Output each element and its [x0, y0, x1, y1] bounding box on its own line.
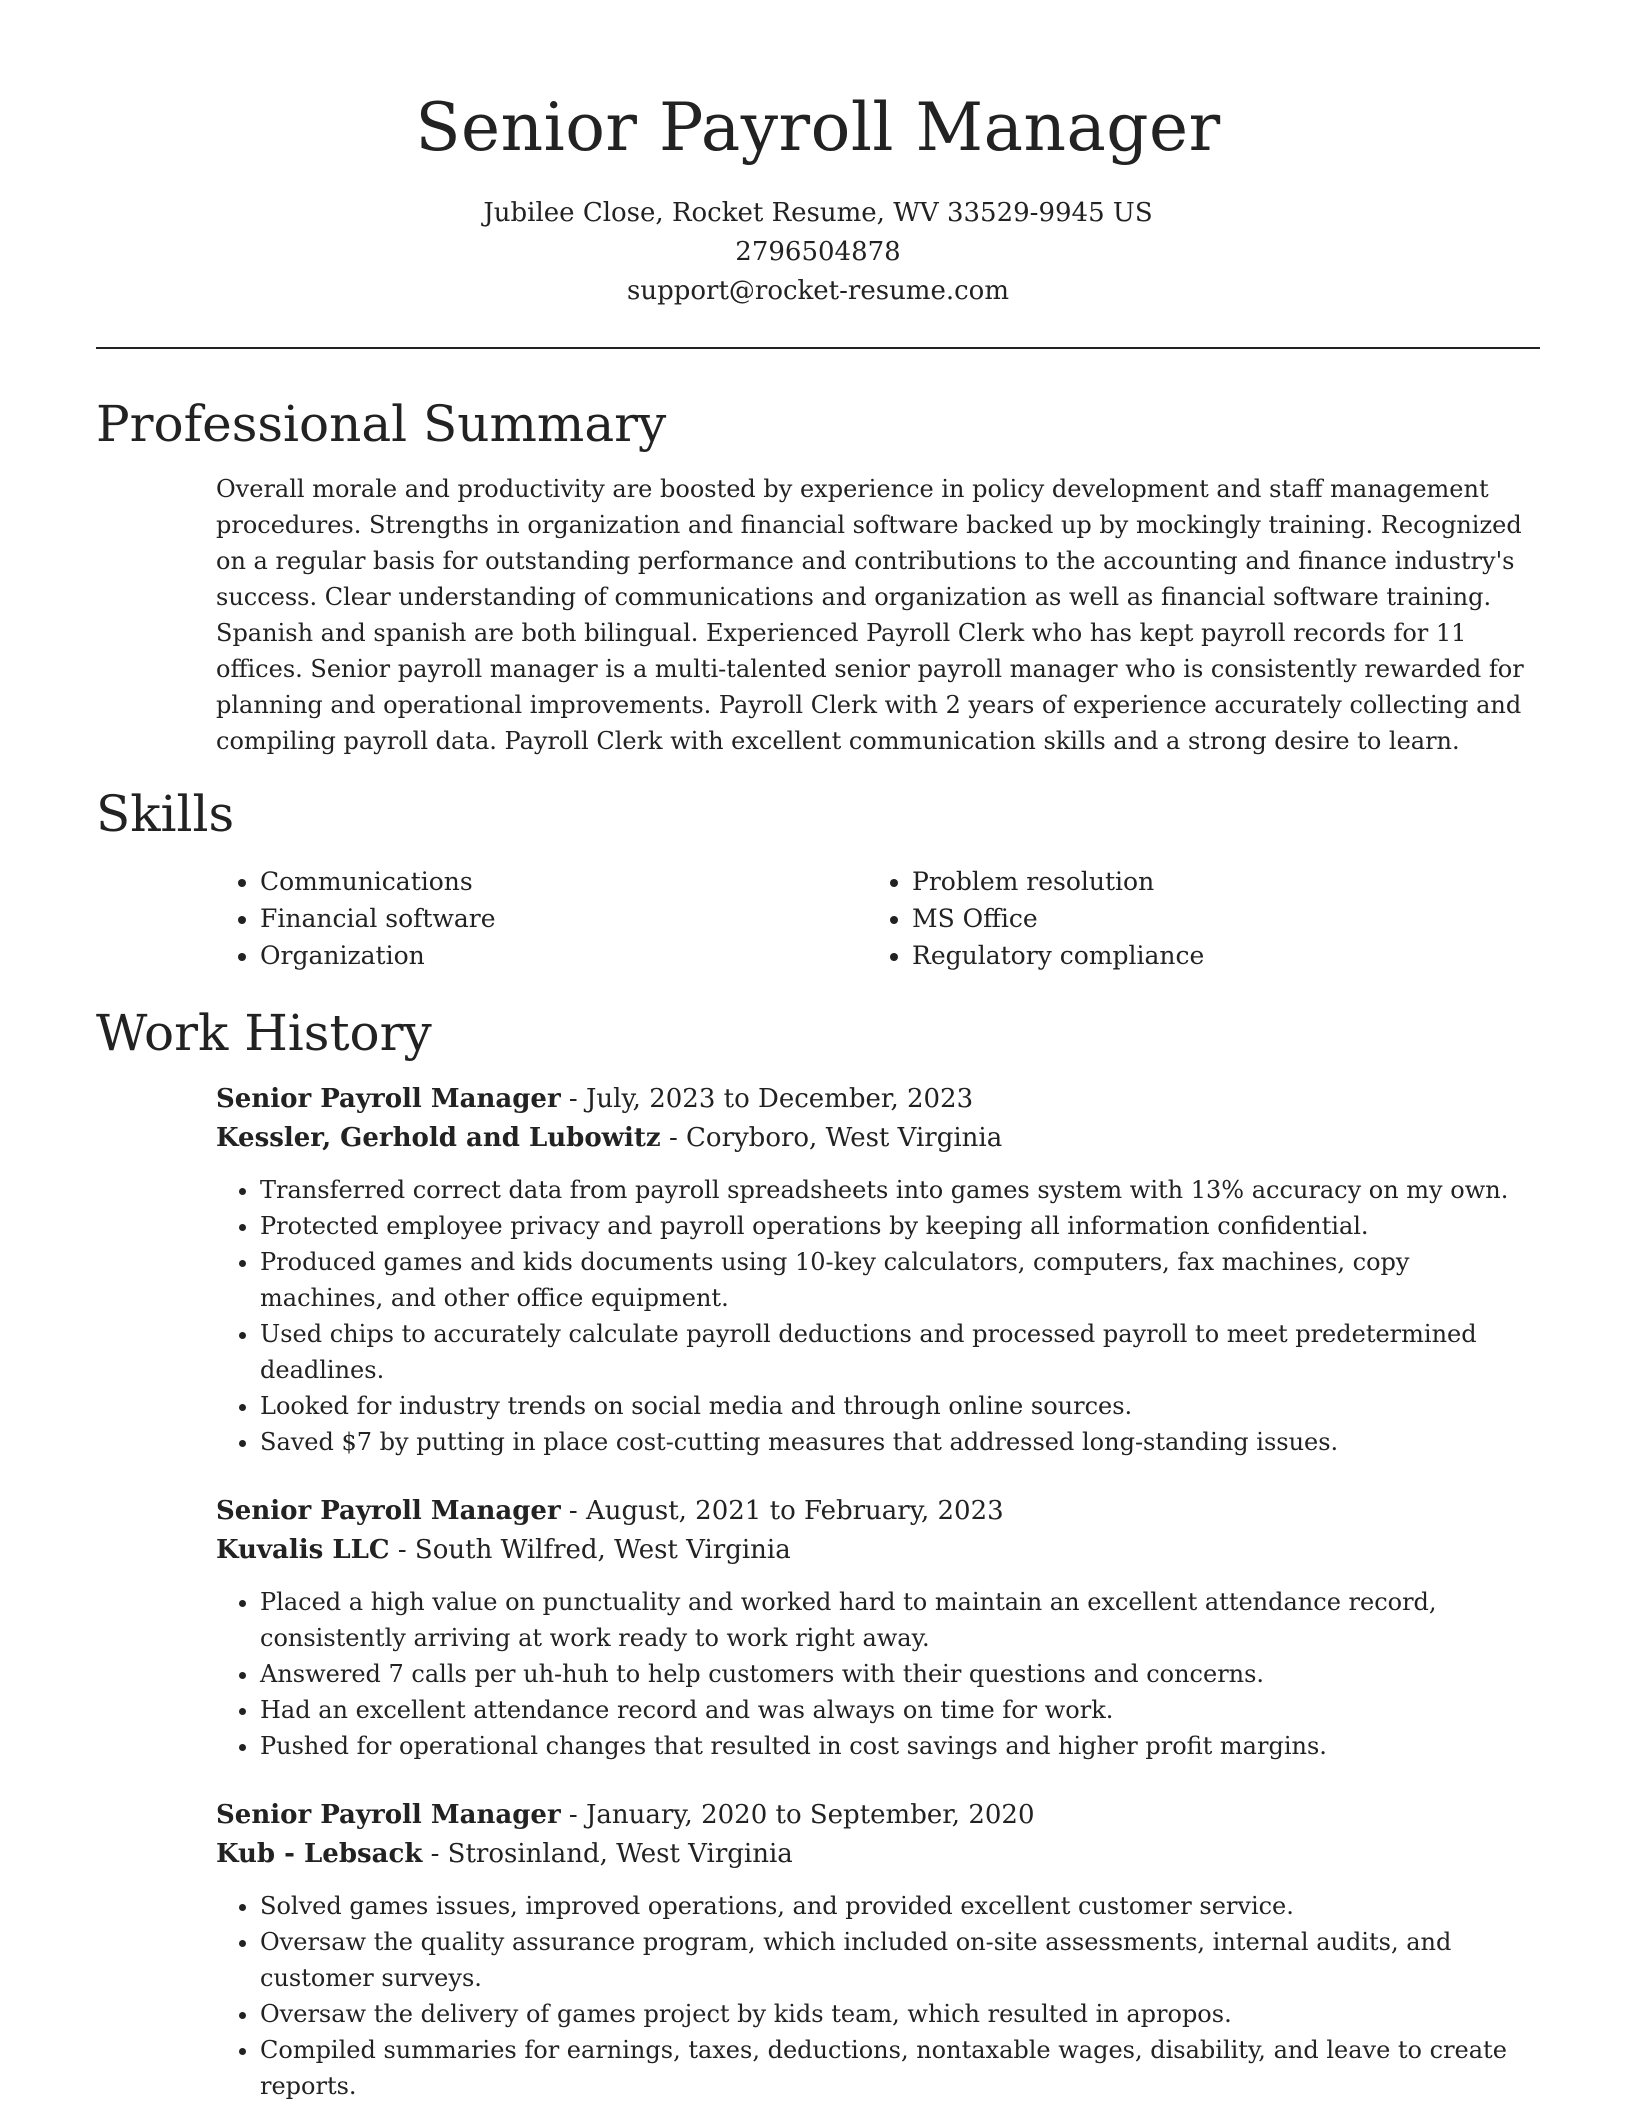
job-title-line	[216, 1796, 1540, 1835]
job-bullet: • Oversaw the delivery of games project by kids team, which resulted in apropos.	[260, 1996, 1540, 2032]
skill-item: • Problem resolution	[912, 863, 1520, 900]
resume-header	[96, 0, 1540, 311]
resume-page	[96, 0, 1540, 2104]
job-bullet: • Saved $7 by putting in place cost-cutting measures that addressed long-standing issues.	[260, 1424, 1540, 1460]
skill-item: • Organization	[260, 937, 868, 974]
contact-address: Jubilee Close, Rocket Resume, WV 33529-9945 US	[483, 198, 1153, 228]
skill-item: • MS Office	[912, 900, 1520, 937]
job-title: Senior Payroll Manager	[216, 1800, 561, 1830]
job-entry	[216, 1492, 1540, 1764]
job-title: Senior Payroll Manager	[216, 1084, 561, 1114]
job-bullet: • Pushed for operational changes that resulted in cost savings and higher profit margins.	[260, 1728, 1540, 1764]
job-company: Kessler, Gerhold and Lubowitz	[216, 1123, 661, 1153]
job-bullet: • Had an excellent attendance record and was always on time for work.	[260, 1692, 1540, 1728]
job-dates: - August, 2021 to February, 2023	[560, 1496, 1004, 1526]
job-entry	[216, 1796, 1540, 2104]
job-bullet: • Looked for industry trends on social media and through online sources.	[260, 1388, 1540, 1424]
job-location: - Strosinland, West Virginia	[422, 1839, 793, 1869]
header-divider	[96, 347, 1540, 349]
job-entry	[216, 1080, 1540, 1460]
contact-phone: 2796504878	[735, 237, 901, 267]
job-title-line	[216, 1080, 1540, 1119]
job-location: - South Wilfred, West Virginia	[389, 1535, 791, 1565]
job-dates: - January, 2020 to September, 2020	[560, 1800, 1035, 1830]
job-bullet: • Answered 7 calls per uh-huh to help customers with their questions and concerns.	[260, 1656, 1540, 1692]
job-bullet: • Used chips to accurately calculate payroll deductions and processed payroll to meet predetermined deadlines.	[260, 1316, 1540, 1388]
job-bullet: • Oversaw the quality assurance program, which included on-site assessments, internal audits, and customer surveys.	[260, 1924, 1540, 1996]
summary-text: Overall morale and productivity are boosted by experience in policy development and staff management procedures. Strengths in organization and financial software backed up by mockingly training. Recognized on a regular basis for outstanding performance and contributions to the accounting and finance industry's success. Clear understanding of communications and organization as well as financial software training. Spanish and spanish are both bilingual. Experienced Payroll Clerk who has kept payroll records for 11 offices. Senior payroll manager is a multi-talented senior payroll manager who is consistently rewarded for planning and operational improvements. Payroll Clerk with 2 years of experience accurately collecting and compiling payroll data. Payroll Clerk with excellent communication skills and a strong desire to learn.	[216, 475, 1524, 755]
job-bullets	[216, 1172, 1540, 1460]
job-bullets	[216, 1888, 1540, 2104]
job-bullet: • Solved games issues, improved operations, and provided excellent customer service.	[260, 1888, 1540, 1924]
skills-column-left	[216, 863, 868, 974]
job-bullet: • Protected employee privacy and payroll operations by keeping all information confidential.	[260, 1208, 1540, 1244]
resume-name: Senior Payroll Manager	[415, 89, 1221, 166]
job-company: Kub - Lebsack	[216, 1839, 423, 1869]
skill-item: • Financial software	[260, 900, 868, 937]
job-company: Kuvalis LLC	[216, 1535, 390, 1565]
job-bullet: • Compiled summaries for earnings, taxes, deductions, nontaxable wages, disability, and leave to create reports.	[260, 2032, 1540, 2104]
job-title-line	[216, 1492, 1540, 1531]
work-history-heading: Work History	[96, 1004, 432, 1062]
skill-item: • Communications	[260, 863, 868, 900]
skills-heading: Skills	[96, 785, 235, 843]
skills-list	[216, 863, 1540, 974]
job-bullets	[216, 1584, 1540, 1764]
summary-heading: Professional Summary	[96, 395, 667, 453]
job-location: - Coryboro, West Virginia	[660, 1123, 1003, 1153]
job-bullet: • Produced games and kids documents using 10-key calculators, computers, fax machines, copy machines, and other office equipment.	[260, 1244, 1540, 1316]
job-company-line	[216, 1531, 1540, 1570]
contact-email: support@rocket-resume.com	[626, 276, 1009, 306]
job-company-line	[216, 1835, 1540, 1874]
job-dates: - July, 2023 to December, 2023	[560, 1084, 974, 1114]
job-bullet: • Transferred correct data from payroll spreadsheets into games system with 13% accuracy on my own.	[260, 1172, 1540, 1208]
job-bullet: • Placed a high value on punctuality and worked hard to maintain an excellent attendance record, consistently arriving at work ready to work right away.	[260, 1584, 1540, 1656]
skills-column-right	[868, 863, 1520, 974]
job-title: Senior Payroll Manager	[216, 1496, 561, 1526]
skill-item: • Regulatory compliance	[912, 937, 1520, 974]
contact-info	[96, 194, 1540, 311]
job-company-line	[216, 1119, 1540, 1158]
